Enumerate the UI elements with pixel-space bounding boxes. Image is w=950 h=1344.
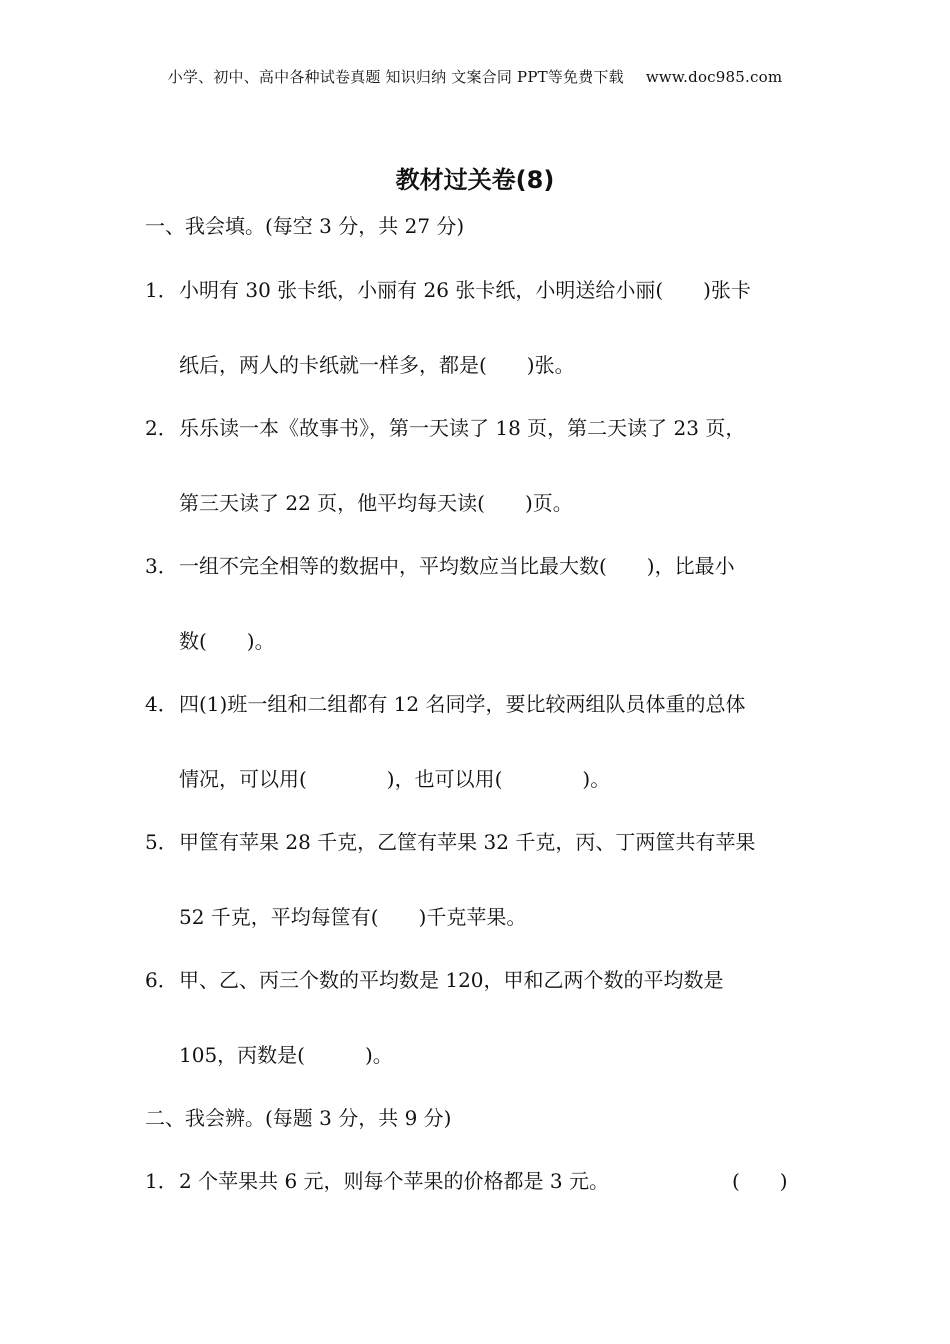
question-2-number: 2． [145, 416, 178, 440]
question-1-line1 [145, 276, 751, 304]
judge-question-1 [145, 1167, 609, 1195]
question-6-text: 甲、乙、丙三个数的平均数是 120，甲和乙两个数的平均数是 [179, 968, 724, 992]
header-text: 小学、初中、高中各种试卷真题 知识归纳 文案合同 PPT等免费下载 [167, 68, 624, 86]
question-2-line1 [145, 414, 745, 442]
section1-heading: 一、我会填。(每空 3 分，共 27 分) [145, 214, 465, 238]
question-2-line2: 第三天读了 22 页，他平均每天读( )页。 [179, 491, 573, 515]
section2-heading: 二、我会辨。(每题 3 分，共 9 分) [145, 1106, 452, 1130]
question-4-number: 4． [145, 692, 178, 716]
header-site: www.doc985.com [645, 68, 783, 86]
question-1-line2: 纸后，两人的卡纸就一样多，都是( )张。 [179, 353, 575, 377]
question-3-line1 [145, 552, 735, 580]
page-header [0, 66, 950, 87]
question-5-line1 [145, 828, 755, 856]
question-4-line1 [145, 690, 746, 718]
question-1-number: 1． [145, 278, 178, 302]
judge-question-1-text: 2 个苹果共 6 元，则每个苹果的价格都是 3 元。 [179, 1169, 609, 1193]
question-5-number: 5． [145, 830, 178, 854]
page-title: 教材过关卷(8) [395, 166, 555, 194]
question-6-line1 [145, 966, 724, 994]
question-1-text: 小明有 30 张卡纸，小丽有 26 张卡纸，小明送给小丽( )张卡 [179, 278, 751, 302]
question-2-text: 乐乐读一本《故事书》，第一天读了 18 页，第二天读了 23 页， [179, 416, 746, 440]
question-4-line2: 情况，可以用( )，也可以用( )。 [179, 767, 611, 791]
question-6-line2: 105，丙数是( )。 [179, 1043, 393, 1067]
judge-question-1-number: 1． [145, 1169, 178, 1193]
question-6-number: 6． [145, 968, 178, 992]
question-3-text: 一组不完全相等的数据中，平均数应当比最大数( )，比最小 [179, 554, 735, 578]
question-5-text: 甲筐有苹果 28 千克，乙筐有苹果 32 千克，丙、丁两筐共有苹果 [179, 830, 756, 854]
question-4-text: 四(1)班一组和二组都有 12 名同学，要比较两组队员体重的总体 [179, 692, 746, 716]
question-5-line2: 52 千克，平均每筐有( )千克苹果。 [179, 905, 527, 929]
judge-question-1-answer-box[interactable]: ( ) [732, 1169, 788, 1193]
question-3-number: 3． [145, 554, 178, 578]
question-3-line2: 数( )。 [179, 629, 275, 653]
